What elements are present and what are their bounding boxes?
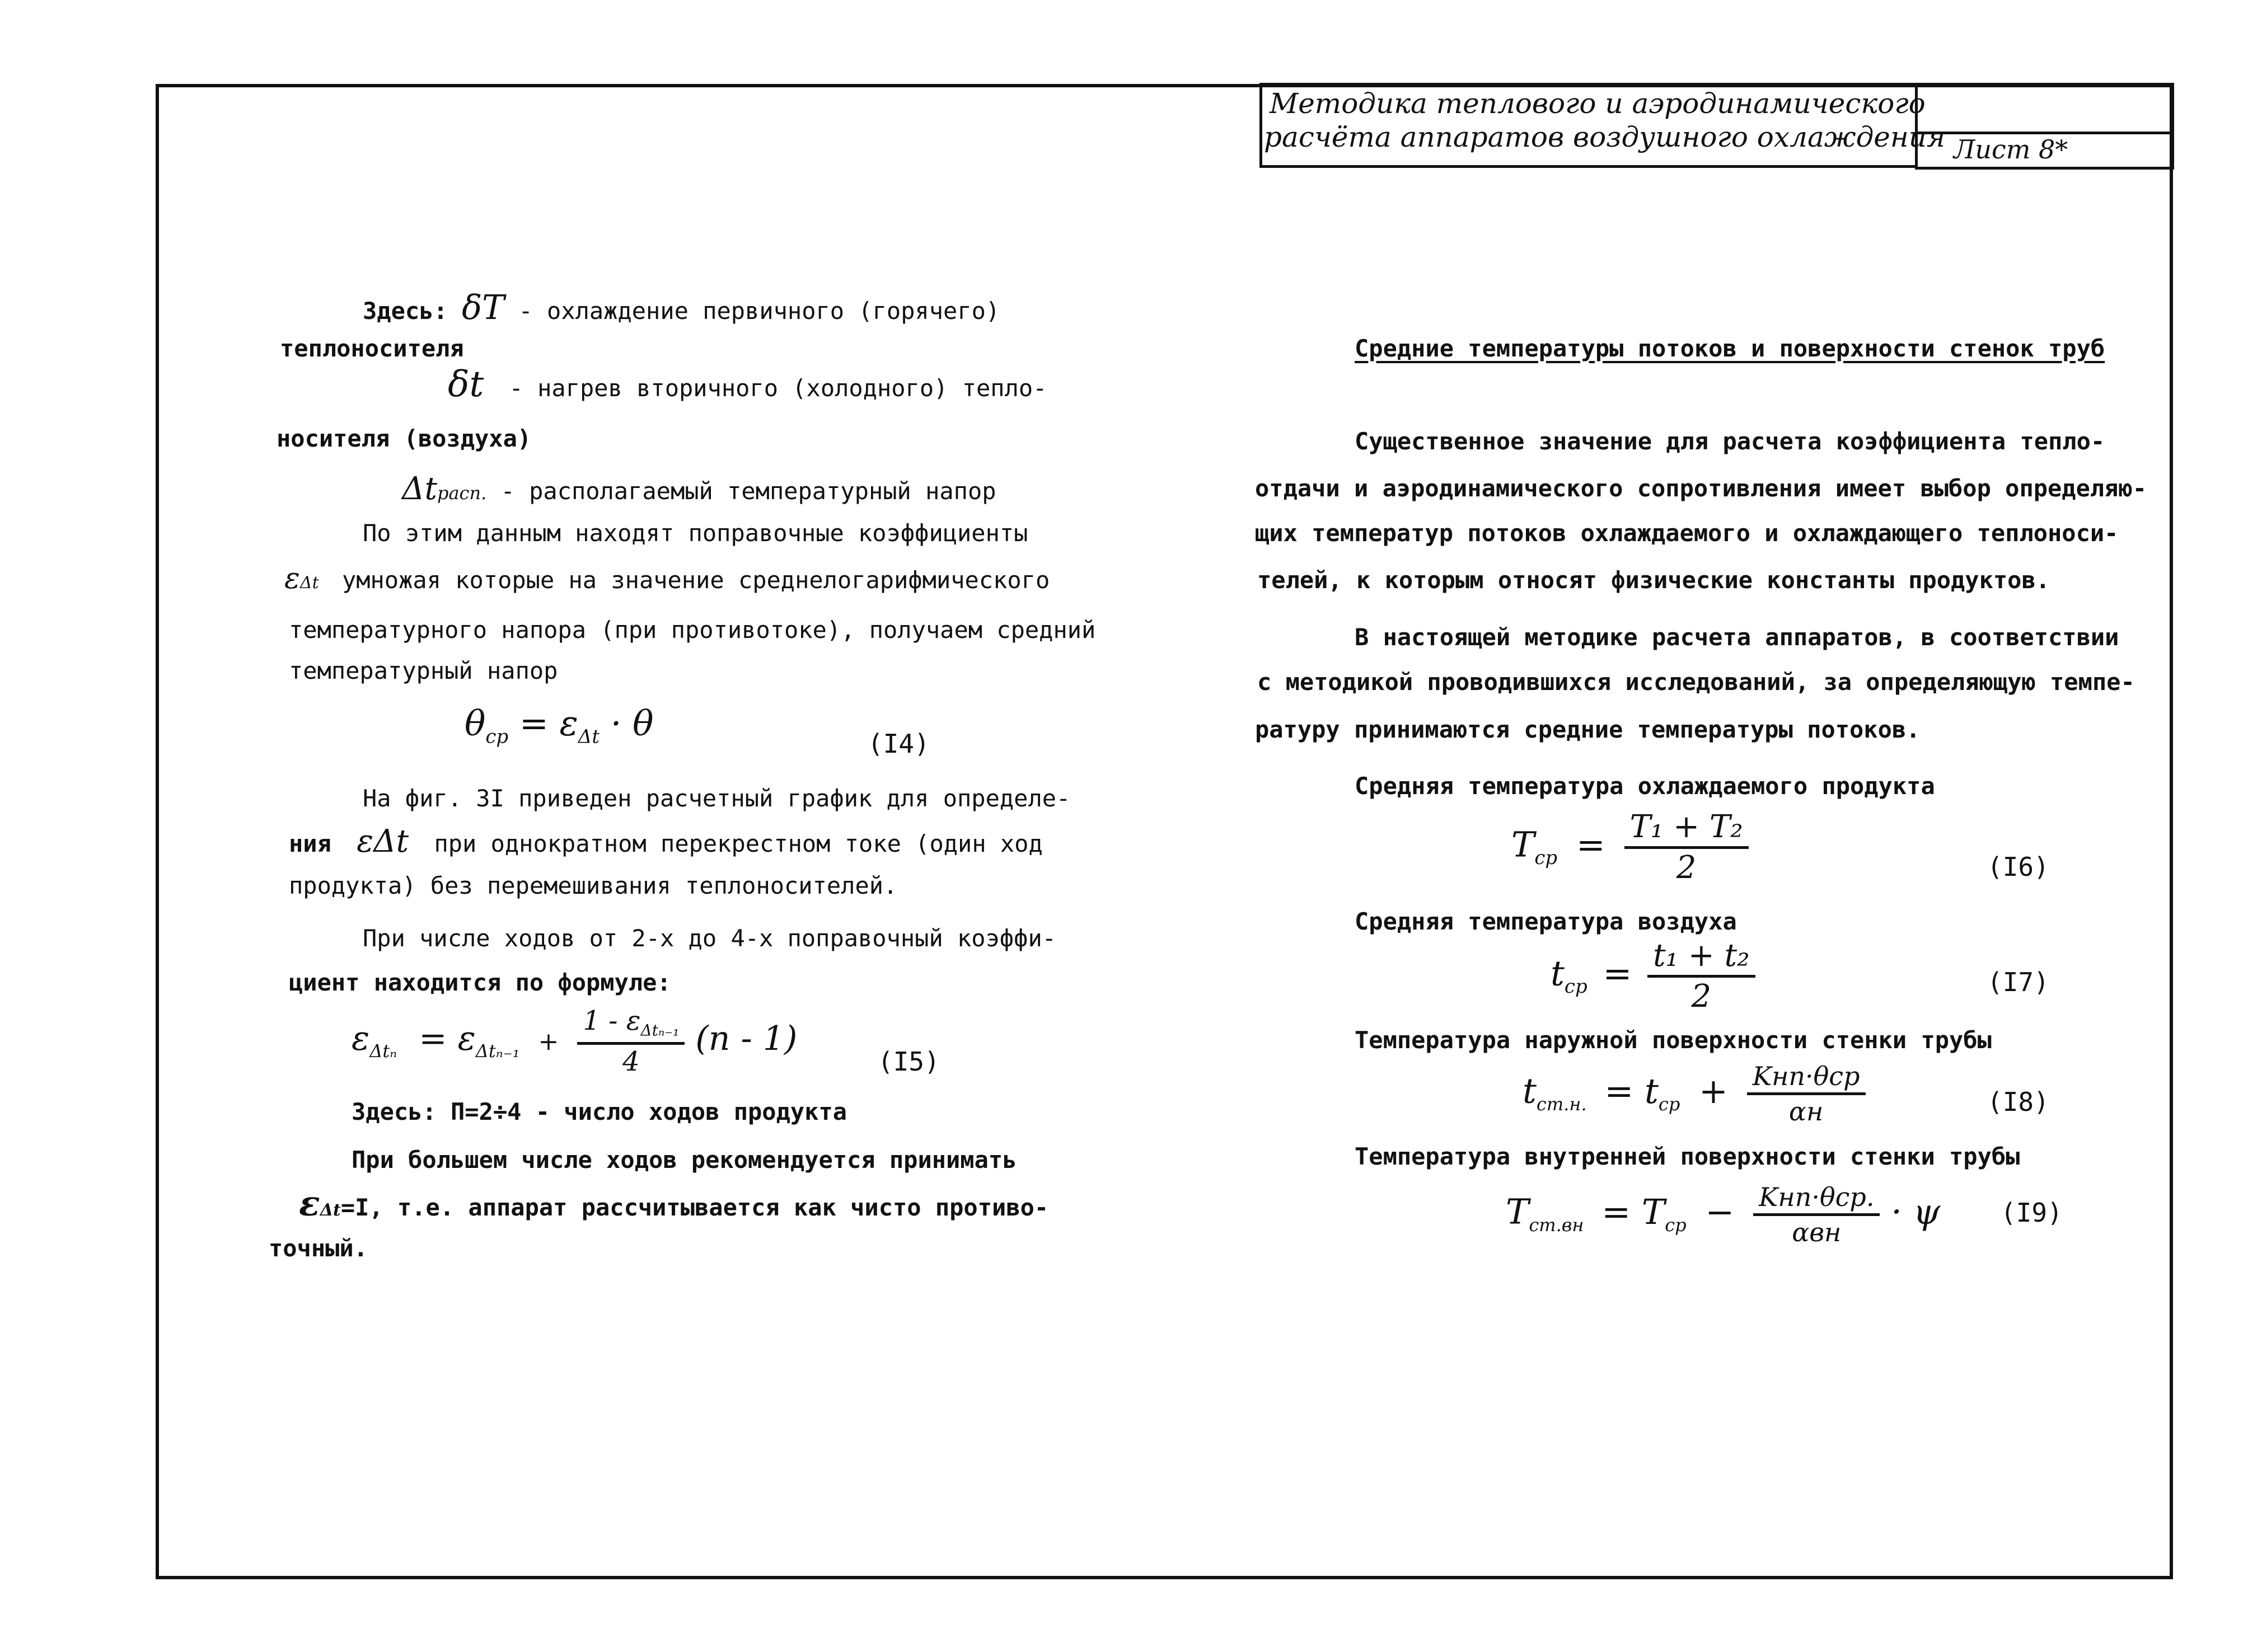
text-line: εΔt умножая которые на значение среднелогарифмического [284, 562, 1050, 595]
equation-number-17: (I7) [1987, 967, 2049, 997]
fraction: $\frac{1 - \varepsilon_{\Delta t_{n-1}}}{4}$ [577, 1007, 685, 1075]
text-line: телей, к которым относят физические константы продуктов. [1257, 566, 2050, 594]
equation-number-16: (I6) [1987, 852, 2049, 882]
text-line: Здесь: δT - охлаждение первичного (горячего) [363, 288, 1000, 327]
text-line: В настоящей методике расчета аппаратов, в соответствии [1355, 623, 2119, 651]
text-line: теплоносителя [280, 335, 464, 362]
sheet-number: Лист 8* [1954, 134, 2068, 165]
text-line: Средняя температура воздуха [1355, 908, 1737, 935]
text-line: δt - нагрев вторичного (холодного) тепло- [448, 364, 1047, 405]
symbol-epsilon-dt: εΔt [357, 823, 409, 860]
fraction: $\frac{\text{t₁ + t₂}}{2}$ [1647, 940, 1755, 1012]
text-line: с методикой проводившихся исследований, за определяющую темпе- [1257, 668, 2135, 696]
symbol-delta-t: δt [448, 364, 484, 405]
symbol-epsilon: ε [284, 562, 300, 595]
fraction: $\frac{\text{T₁ + T₂}}{2}$ [1624, 811, 1749, 884]
document-title-line2: расчёта аппаратов воздушного охлаждения [1264, 121, 1946, 153]
text-line: щих температур потоков охлаждаемого и охлаждающего теплоноси- [1255, 519, 2119, 547]
text-line: Δtрасп. - располагаемый температурный напор [402, 471, 996, 507]
equation-18: $t_{ст.н.} = t_{ср}$ + $\frac{\text{Kнп·θср}}{\alpha н}$ [1523, 1063, 1866, 1124]
text-line: При большем числе ходов рекомендуется принимать [352, 1146, 1017, 1174]
symbol-delta-T: δT [462, 288, 505, 327]
text-line: εΔt=I, т.е. аппарат рассчитывается как чисто противо- [299, 1183, 1049, 1224]
text-line: Средняя температура охлаждаемого продукта [1355, 772, 1935, 800]
symbol-epsilon: ε [299, 1183, 320, 1224]
text-line: точный. [269, 1235, 368, 1262]
equation-16: $T_{ср}$ = $\frac{\text{T₁ + T₂}}{2}$ [1511, 811, 1749, 884]
equation-number-15: (I5) [878, 1046, 940, 1077]
fraction: $\frac{\text{Kнп·θср.}}{\text{αвн}}$ [1753, 1184, 1880, 1245]
equation-17: $t_{ср}$ = $\frac{\text{t₁ + t₂}}{2}$ [1551, 940, 1755, 1012]
text-line: ния εΔt при однократном перекрестном токе (один ход [289, 823, 1043, 860]
equation-number-19: (I9) [2001, 1198, 2063, 1228]
text-line: Здесь: П=2÷4 - число ходов продукта [352, 1098, 847, 1125]
text-line: Существенное значение для расчета коэффициента тепло- [1355, 428, 2105, 455]
equation-14: $\theta_{ср} = \varepsilon_{\Delta t} \cdot \theta$ [465, 703, 654, 748]
equation-number-18: (I8) [1987, 1087, 2049, 1117]
section-heading: Средние температуры потоков и поверхности стенок труб [1355, 335, 2105, 362]
equation-number-14: (I4) [868, 729, 930, 759]
text-line: продукта) без перемешивания теплоносителей. [289, 872, 898, 899]
text-line: На фиг. 3I приведен расчетный график для определе- [363, 785, 1071, 812]
equation-15: $\varepsilon_{\Delta t_n} = \varepsilon_{\Delta t_{n-1}}$ + $\frac{1 - \varepsilon_{\Delta t_{n-1}}}{4}$ (n - 1) [352, 1005, 798, 1077]
text-line: температурного напора (при противотоке), получаем средний [289, 616, 1096, 644]
text-line: Температура наружной поверхности стенки трубы [1355, 1026, 1992, 1054]
text-line: отдачи и аэродинамического сопротивления имеет выбор определяю- [1255, 475, 2147, 502]
text-line: При числе ходов от 2-х до 4-х поправочный коэффи- [363, 924, 1057, 952]
text-line: носителя (воздуха) [277, 425, 532, 452]
text-line: По этим данным находят поправочные коэффициенты [363, 519, 1028, 547]
document-title-line1: Методика теплового и аэродинамического [1270, 87, 1926, 120]
text-line: температурный напор [289, 657, 558, 684]
symbol-delta-t-available: Δt [402, 471, 437, 507]
text-line: циент находится по формуле: [289, 969, 671, 996]
fraction: $\frac{\text{Kнп·θср}}{\alpha н}$ [1747, 1063, 1866, 1124]
title-block-right-top [1915, 83, 2174, 134]
text-line: Температура внутренней поверхности стенки трубы [1355, 1143, 2020, 1170]
text-line: ратуру принимаются средние температуры потоков. [1255, 716, 1921, 743]
equation-19: $T_{ст.вн} = T_{ср}$ − $\frac{\text{Kнп·θср.}}{\text{αвн}}$ · ψ [1506, 1182, 1941, 1247]
